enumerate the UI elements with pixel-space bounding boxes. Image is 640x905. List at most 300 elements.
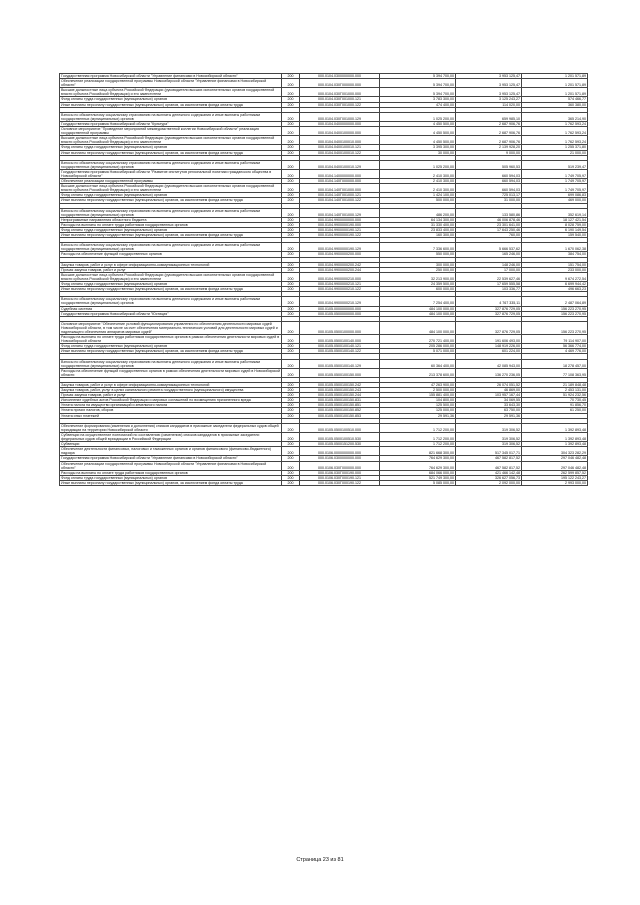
row-unexecuted-cell: 151 754,00	[522, 262, 588, 267]
row-name-cell: Уплата налога на имущество организаций и земельного налога	[60, 403, 282, 408]
row-unexecuted-cell: 519 239,47	[522, 160, 588, 169]
row-unexecuted-cell: 18 278 457,00	[522, 359, 588, 368]
row-code-cell: 000.0104.9900000210.121	[300, 282, 380, 287]
row-executed-cell: 2 092 000,00	[456, 480, 522, 485]
row-unexecuted-cell: 9 674 272,54	[522, 272, 588, 281]
row-name-cell: Иные выплаты персоналу государственных (муниципальных) органов, за исключением фонда оплаты труда	[60, 102, 282, 107]
table-row	[60, 160, 588, 169]
row-approved-cell: 155 881 400,00	[380, 393, 456, 398]
table-row	[60, 262, 588, 267]
row-approved-cell: 1 712 200,00	[380, 423, 456, 432]
row-code-cell: 000.0105.0500100140.122	[300, 349, 380, 354]
table-row	[60, 121, 588, 126]
table-row	[60, 432, 588, 441]
row-approved-cell: 484 100 000,00	[380, 306, 456, 311]
row-unexecuted-cell: 1 201 571,89	[522, 88, 588, 97]
table-row	[60, 179, 588, 184]
row-name-cell: Фонд оплаты труда государственных (муниципальных) органов	[60, 475, 282, 480]
row-name-cell: Иные выплаты персоналу государственных (муниципальных) органов, за исключением фонда оплаты труда	[60, 198, 282, 203]
row-grbs-cell: 200	[282, 287, 300, 292]
row-code-cell: 000.0104.0400100010.000	[300, 136, 380, 145]
table-row	[60, 184, 588, 193]
row-code-cell: 000.0104.9900000190.000	[300, 222, 380, 227]
row-code-cell: 000.0104.030Г001000.121	[300, 97, 380, 102]
table-row	[60, 461, 588, 470]
row-name-cell: Расходы на выплаты по оплате труда работников государственных органов	[60, 222, 282, 227]
row-approved-cell: 24 359 500,00	[380, 282, 456, 287]
row-unexecuted-cell: 2 993 000,00	[522, 480, 588, 485]
row-code-cell: 000.0104.9900000210.129	[300, 297, 380, 306]
row-grbs-cell: 200	[282, 393, 300, 398]
row-name-cell: Обеспечение реализации государственной программы	[60, 179, 282, 184]
row-executed-cell: 148 246,00	[456, 262, 522, 267]
row-unexecuted-cell: 21 000,00	[522, 150, 588, 155]
row-code-cell: 000.0104.0400100010.129	[300, 160, 380, 169]
budget-sheet	[59, 73, 587, 486]
row-name-cell: Фонд оплаты труда государственных (муниципальных) органов	[60, 228, 282, 233]
row-executed-cell: 319 306,52	[456, 442, 522, 447]
row-unexecuted-cell: 2 453 131,00	[522, 388, 588, 393]
row-unexecuted-cell: 297 046 482,48	[522, 461, 588, 470]
row-unexecuted-cell: 1 762 593,24	[522, 127, 588, 136]
row-grbs-cell: 200	[282, 368, 300, 377]
row-unexecuted-cell: 156 223 270,95	[522, 321, 588, 334]
row-grbs-cell: 200	[282, 102, 300, 107]
row-approved-cell: 47 263 900,00	[380, 383, 456, 388]
row-grbs-cell: 200	[282, 311, 300, 316]
row-code-cell: 000.0104.140Г001000.129	[300, 208, 380, 217]
row-name-cell: Высшие должностные лица субъекта Российской Федерации (руководители высших исполнительных органов государственной власти субъекта Российской Федерации) и его заместители	[60, 88, 282, 97]
row-executed-cell: 29 591,36	[456, 413, 522, 418]
row-executed-cell: 326 627 056,73	[456, 475, 522, 480]
row-code-cell: 000.0105.0500100150.000	[300, 368, 380, 377]
row-code-cell: 000.0104.140Г001000.121	[300, 193, 380, 198]
table-row	[60, 297, 588, 306]
row-unexecuted-cell: 77 108 363,95	[522, 368, 588, 377]
row-code-cell: 000.0106.030Г000190.122	[300, 480, 380, 485]
row-grbs-cell: 200	[282, 461, 300, 470]
row-unexecuted-cell: 2 487 064,89	[522, 297, 588, 306]
row-name-cell: Закупка товаров, работ и услуг в сфере информационно-коммуникационных технологий	[60, 262, 282, 267]
row-unexecuted-cell: 156 223 270,95	[522, 311, 588, 316]
row-unexecuted-cell: 6 699 944,42	[522, 282, 588, 287]
row-unexecuted-cell: 195 122 243,27	[522, 475, 588, 480]
row-approved-cell: 4 450 500,00	[380, 121, 456, 126]
row-grbs-cell: 200	[282, 217, 300, 222]
budget-table	[59, 73, 588, 486]
row-name-cell: Взносы по обязательному социальному страхованию на выплаты денежного содержания и иные выплаты работникам государственных (муниципальных) органов	[60, 208, 282, 217]
row-unexecuted-cell: 21 189 848,48	[522, 383, 588, 388]
row-unexecuted-cell: 574 466,77	[522, 97, 588, 102]
row-approved-cell: 7 254 400,00	[380, 297, 456, 306]
row-unexecuted-cell: 4 469 776,00	[522, 349, 588, 354]
row-name-cell: Взносы по обязательному социальному страхованию на выплаты денежного содержания и иные выплаты работникам государственных (муниципальных) органов	[60, 160, 282, 169]
row-approved-cell: 1 712 200,00	[380, 442, 456, 447]
row-approved-cell: 474 400,00	[380, 102, 456, 107]
row-code-cell: 000.0104.9900000190.122	[300, 233, 380, 238]
row-approved-cell: 764 629 300,00	[380, 456, 456, 461]
row-approved-cell: 213 378 600,00	[380, 368, 456, 377]
row-approved-cell: 3 395 300,00	[380, 145, 456, 150]
row-approved-cell: 300 000,00	[380, 262, 456, 267]
row-name-cell: Расходы на обеспечение функций государственных органов	[60, 252, 282, 257]
table-row	[60, 398, 588, 403]
row-unexecuted-cell: 1 749 705,97	[522, 179, 588, 184]
page-number: Страница 23 из 81	[296, 857, 344, 863]
row-executed-cell: 136 270 236,05	[456, 368, 522, 377]
row-unexecuted-cell: 1 392 893,48	[522, 442, 588, 447]
row-name-cell: Взносы по обязательному социальному страхованию на выплаты денежного содержания и иные выплаты работникам государственных (муниципальных) органов	[60, 112, 282, 121]
row-unexecuted-cell: 61 250,00	[522, 408, 588, 413]
row-unexecuted-cell: 1 392 893,48	[522, 423, 588, 432]
row-approved-cell: 2 410 300,00	[380, 184, 456, 193]
row-approved-cell: 684 066 000,00	[380, 470, 456, 475]
row-approved-cell: 23 833 400,00	[380, 228, 456, 233]
row-name-cell: Субвенции	[60, 442, 282, 447]
row-grbs-cell: 200	[282, 282, 300, 287]
row-grbs-cell: 200	[282, 432, 300, 441]
row-approved-cell: 125 500,00	[380, 403, 456, 408]
row-unexecuted-cell: 360 380,00	[522, 102, 588, 107]
table-row	[60, 349, 588, 354]
row-grbs-cell: 200	[282, 228, 300, 233]
row-approved-cell: 484 100 000,00	[380, 311, 456, 316]
row-executed-cell: 63 750,00	[456, 408, 522, 413]
row-executed-cell: 327 876 729,05	[456, 306, 522, 311]
row-executed-cell: 319 306,52	[456, 432, 522, 441]
table-row	[60, 359, 588, 368]
row-grbs-cell: 200	[282, 403, 300, 408]
row-approved-cell: 5 071 000,00	[380, 349, 456, 354]
row-name-cell: Иные выплаты персоналу государственных (муниципальных) органов, за исключением фонда оплаты труда	[60, 480, 282, 485]
row-executed-cell: 421 466 142,48	[456, 470, 522, 475]
row-unexecuted-cell: 18 127 421,54	[522, 217, 588, 222]
row-code-cell: 000.0106.0300000000.000	[300, 456, 380, 461]
row-executed-cell: 467 582 817,52	[456, 461, 522, 470]
row-unexecuted-cell: 1 762 593,24	[522, 136, 588, 145]
table-row	[60, 252, 588, 257]
row-code-cell: 000.0105.0500100510.000	[300, 423, 380, 432]
row-grbs-cell: 200	[282, 136, 300, 145]
row-unexecuted-cell: 1 392 893,48	[522, 432, 588, 441]
row-unexecuted-cell: 365 214,90	[522, 112, 588, 121]
row-code-cell: 000.0104.9900000190.121	[300, 228, 380, 233]
row-grbs-cell: 200	[282, 470, 300, 475]
row-grbs-cell: 200	[282, 306, 300, 311]
row-code-cell: 000.0104.0400100010.121	[300, 145, 380, 150]
table-row	[60, 136, 588, 145]
row-name-cell: Высшие должностные лица субъекта Российской Федерации (руководители высших исполнительных органов государственной власти субъекта Российской Федерации) и его заместители	[60, 136, 282, 145]
table-row	[60, 193, 588, 198]
row-executed-cell: 5 666 537,62	[456, 243, 522, 252]
table-row	[60, 456, 588, 461]
row-name-cell: Фонд оплаты труда государственных (муниципальных) органов	[60, 145, 282, 150]
table-row	[60, 282, 588, 287]
row-grbs-cell: 200	[282, 127, 300, 136]
row-approved-cell: 5 394 700,00	[380, 74, 456, 79]
row-approved-cell: 104 800,00	[380, 398, 456, 403]
row-grbs-cell: 200	[282, 198, 300, 203]
row-code-cell: 000.0105.0500100150.852	[300, 408, 380, 413]
row-executed-cell: 22 539 627,46	[456, 272, 522, 281]
table-row	[60, 88, 588, 97]
row-name-cell: Закупка товаров, работ и услуг в сфере информационно-коммуникационных технологий	[60, 383, 282, 388]
row-code-cell: 000.0104.140Г001000.122	[300, 198, 380, 203]
row-executed-cell: 191 606 493,00	[456, 335, 522, 344]
row-grbs-cell: 200	[282, 456, 300, 461]
row-name-cell: Уплата прочих налогов, сборов	[60, 408, 282, 413]
row-approved-cell: 2 500 000,00	[380, 388, 456, 393]
row-approved-cell: 160 300,00	[380, 233, 456, 238]
row-code-cell: 000.0105.0500100150.853	[300, 413, 380, 418]
row-approved-cell: 1 025 200,00	[380, 160, 456, 169]
row-name-cell: Высшие должностные лица субъекта Российской Федерации (руководители высших исполнительных органов государственной власти субъекта Российской Федерации) и его заместители	[60, 184, 282, 193]
row-unexecuted-cell: 262 599 857,52	[522, 470, 588, 475]
row-grbs-cell: 200	[282, 222, 300, 227]
row-executed-cell: 31 000,00	[456, 198, 522, 203]
row-name-cell: Взносы по обязательному социальному страхованию на выплаты денежного содержания и иные выплаты работникам государственных (муниципальных) органов	[60, 243, 282, 252]
row-code-cell: 000.0104.9900000200.242	[300, 262, 380, 267]
row-unexecuted-cell: 91 856,70	[522, 403, 588, 408]
table-row	[60, 243, 588, 252]
row-executed-cell: 114 020,00	[456, 102, 522, 107]
row-name-cell: Судебная система	[60, 306, 282, 311]
row-code-cell: 000.0105.0500100140.000	[300, 335, 380, 344]
row-executed-cell: 3 953 125,47	[456, 74, 522, 79]
table-row	[60, 233, 588, 238]
row-grbs-cell: 200	[282, 398, 300, 403]
table-row	[60, 311, 588, 316]
row-name-cell: Государственная программа Новосибирской области "Управление финансами в Новосибирской области"	[60, 74, 282, 79]
row-name-cell: Взносы по обязательному социальному страхованию на выплаты денежного содержания и иные выплаты работникам государственных (муниципальных) органов	[60, 297, 282, 306]
row-unexecuted-cell: 304 323 282,29	[522, 447, 588, 456]
row-executed-cell: 9 000,00	[456, 150, 522, 155]
row-executed-cell: 34 069,55	[456, 398, 522, 403]
row-executed-cell: 660 594,03	[456, 179, 522, 184]
row-grbs-cell: 200	[282, 262, 300, 267]
table-row	[60, 403, 588, 408]
row-grbs-cell: 200	[282, 193, 300, 198]
row-grbs-cell: 200	[282, 413, 300, 418]
row-unexecuted-cell: 1 670 062,38	[522, 243, 588, 252]
row-code-cell: 000.0104.9900000200.000	[300, 252, 380, 257]
row-code-cell: 000.0104.1400000000.000	[300, 169, 380, 178]
row-code-cell: 000.0105.0500100510.530	[300, 432, 380, 441]
table-row	[60, 423, 588, 432]
row-unexecuted-cell: 297 046 482,48	[522, 456, 588, 461]
row-name-cell: Расходы на обеспечение функций государственных органов в рамках обеспечения деятельности мировых судей в Новосибирской области	[61, 368, 281, 377]
table-row	[60, 208, 588, 217]
table-row	[60, 287, 588, 292]
table-row	[60, 388, 588, 393]
row-grbs-cell: 200	[282, 233, 300, 238]
row-approved-cell: 521 749 300,00	[380, 475, 456, 480]
table-row	[60, 217, 588, 222]
row-grbs-cell: 200	[282, 388, 300, 393]
row-executed-cell: 601 224,00	[456, 349, 522, 354]
row-executed-cell: 725 013,17	[456, 193, 522, 198]
row-code-cell: 000.0105.0500100150.244	[300, 393, 380, 398]
row-executed-cell: 4 767 335,11	[456, 297, 522, 306]
row-grbs-cell: 200	[282, 150, 300, 155]
row-grbs-cell: 200	[282, 297, 300, 306]
row-code-cell: 000.0104.9900000210.122	[300, 287, 380, 292]
row-approved-cell: 550 000,00	[380, 252, 456, 257]
row-name-cell: Взносы по обязательному социальному страхованию на выплаты денежного содержания и иные выплаты работникам государственных (муниципальных) органов	[60, 359, 282, 368]
row-grbs-cell: 200	[282, 408, 300, 413]
table-row	[60, 102, 588, 107]
row-approved-cell: 3 783 300,00	[380, 97, 456, 102]
row-approved-cell: 484 100 000,00	[380, 321, 456, 334]
row-code-cell: 000.0104.0400100000.000	[300, 127, 380, 136]
row-executed-cell: 133 580,86	[456, 208, 522, 217]
row-approved-cell: 64 134 300,00	[380, 217, 456, 222]
row-grbs-cell: 200	[282, 442, 300, 447]
row-grbs-cell: 200	[282, 74, 300, 79]
row-name-cell: Уплата иных платежей	[60, 413, 282, 418]
row-name-cell: Высшие должностные лица субъекта Российской Федерации (руководители высших исполнительных органов государственной власти субъекта Российской Федерации) и его заместители	[60, 272, 282, 281]
row-approved-cell: 600 000,00	[380, 287, 456, 292]
row-executed-cell: 165 246,00	[456, 252, 522, 257]
row-grbs-cell: 200	[282, 243, 300, 252]
row-code-cell: 000.0106.030Г000190.000	[300, 470, 380, 475]
row-executed-cell: 3 953 125,47	[456, 88, 522, 97]
row-code-cell: 000.0106.0000000000.000	[300, 447, 380, 456]
row-grbs-cell: 200	[282, 184, 300, 193]
row-grbs-cell: 200	[282, 344, 300, 349]
row-name-cell: Прочая закупка товаров, работ и услуг	[60, 267, 282, 272]
row-unexecuted-cell: 233 000,00	[522, 267, 588, 272]
row-unexecuted-cell: 469 000,00	[522, 198, 588, 203]
row-name-cell: Фонд оплаты труда государственных (муниципальных) органов	[60, 344, 282, 349]
row-unexecuted-cell: 699 086,83	[522, 193, 588, 198]
row-name-cell: Государственная программа Новосибирской области "Управление финансами в Новосибирской области"	[60, 456, 282, 461]
row-executed-cell: 760,00	[456, 233, 522, 238]
row-grbs-cell: 200	[282, 383, 300, 388]
row-executed-cell: 42 085 943,00	[456, 359, 522, 368]
row-grbs-cell: 200	[282, 121, 300, 126]
row-unexecuted-cell: 8 028 759,00	[522, 222, 588, 227]
row-unexecuted-cell: 1 749 705,97	[522, 169, 588, 178]
row-code-cell: 000.0104.0300000000.000	[300, 74, 380, 79]
row-grbs-cell: 200	[282, 359, 300, 368]
row-code-cell: 000.0105.0500100140.129	[300, 359, 380, 368]
row-executed-cell: 103 957 167,44	[456, 393, 522, 398]
row-name-cell: Расходы на выплаты по оплате труда работников государственных органов в рамках обеспечения деятельности мировых судей в Новосибирской области	[60, 335, 282, 344]
row-name-cell: Иные выплаты персоналу государственных (муниципальных) органов, за исключением фонда оплаты труда	[60, 150, 282, 155]
table-row	[60, 150, 588, 155]
table-row	[60, 368, 588, 377]
row-grbs-cell: 200	[282, 349, 300, 354]
row-code-cell: 000.0105.0000000000.000	[300, 306, 380, 311]
row-name-cell: Обеспечение реализации государственной программы Новосибирской области "Управление финансами в Новосибирской области"	[60, 461, 282, 470]
row-grbs-cell: 200	[282, 335, 300, 344]
row-code-cell: 000.0104.140Г000000.000	[300, 179, 380, 184]
row-unexecuted-cell: 496 663,23	[522, 287, 588, 292]
row-approved-cell: 270 721 400,00	[380, 335, 456, 344]
row-approved-cell: 2 410 300,00	[380, 169, 456, 178]
row-approved-cell: 1 424 100,00	[380, 193, 456, 198]
row-executed-cell: 26 074 051,52	[456, 383, 522, 388]
row-unexecuted-cell: 6 190 149,54	[522, 228, 588, 233]
row-approved-cell: 5 085 000,00	[380, 480, 456, 485]
row-grbs-cell: 200	[282, 475, 300, 480]
row-unexecuted-cell: 352 619,14	[522, 208, 588, 217]
row-unexecuted-cell: 1 201 571,89	[522, 74, 588, 79]
row-code-cell: 000.0106.030Г000000.000	[300, 461, 380, 470]
row-approved-cell: 205 286 000,00	[380, 344, 456, 349]
row-executed-cell: 3 125 243,27	[456, 97, 522, 102]
row-unexecuted-cell: 1 762 593,24	[522, 121, 588, 126]
row-name-cell: Основное мероприятие "Проведение мероприятий межведомственной коллегии Новосибирской области" реализация государственной программы	[60, 127, 282, 136]
row-executed-cell: 103 336,77	[456, 287, 522, 292]
row-unexecuted-cell: 1 255 371,80	[522, 145, 588, 150]
row-grbs-cell: 200	[282, 272, 300, 281]
row-grbs-cell: 200	[282, 79, 300, 88]
row-grbs-cell: 200	[282, 145, 300, 150]
row-name-cell: Обеспечение формирования (изменения и дополнения) списков кандидатов в присяжные заседатели федеральных судов общей юрисдикции на территории Новосибирской области	[60, 423, 282, 432]
row-code-cell: 000.0104.030Г001000.129	[300, 112, 380, 121]
row-approved-cell: 30 000,00	[380, 150, 456, 155]
table-row	[60, 145, 588, 150]
row-name-cell: Обеспечение деятельности финансовых, налоговых и таможенных органов и органов финансового (финансово-бюджетного) надзора	[60, 447, 282, 456]
row-executed-cell: 327 876 729,05	[456, 321, 522, 334]
table-row	[60, 475, 588, 480]
row-unexecuted-cell: 56 366 774,00	[522, 344, 588, 349]
row-name-cell: Иные выплаты персоналу государственных (муниципальных) органов, за исключением фонда оплаты труда	[60, 349, 282, 354]
row-grbs-cell: 200	[282, 88, 300, 97]
row-grbs-cell: 200	[282, 112, 300, 121]
row-executed-cell: 660 594,03	[456, 184, 522, 193]
table-row	[60, 169, 588, 178]
row-approved-cell: 486 200,00	[380, 208, 456, 217]
row-name-cell: Обеспечение реализации государственной программы Новосибирской области "Управление финансами в Новосибирской области"	[60, 79, 282, 88]
row-name-cell: Расходы на выплаты по оплате труда работников государственных органов	[60, 470, 282, 475]
table-row	[60, 272, 588, 281]
row-code-cell: 000.0104.9900000200.244	[300, 267, 380, 272]
table-row	[60, 480, 588, 485]
table-row	[60, 198, 588, 203]
row-unexecuted-cell: 1 749 705,97	[522, 184, 588, 193]
row-code-cell: 000.0105.0500100150.243	[300, 388, 380, 393]
row-approved-cell: 5 394 700,00	[380, 88, 456, 97]
budget-table-body	[60, 74, 588, 486]
row-code-cell: 000.0104.0400000000.000	[300, 121, 380, 126]
table-row	[60, 470, 588, 475]
row-executed-cell: 17 000,00	[456, 267, 522, 272]
row-grbs-cell: 200	[282, 169, 300, 178]
row-code-cell: 000.0105.0500000000.000	[300, 311, 380, 316]
row-approved-cell: 7 336 600,00	[380, 243, 456, 252]
row-executed-cell: 23 301 641,00	[456, 222, 522, 227]
row-executed-cell: 319 306,52	[456, 423, 522, 432]
row-name-cell: Прочая закупка товаров, работ и услуг	[60, 393, 282, 398]
row-unexecuted-cell: 1 201 571,89	[522, 79, 588, 88]
row-code-cell: 000.0104.030Г000000.000	[300, 79, 380, 88]
row-executed-cell: 467 582 817,52	[456, 456, 522, 461]
row-unexecuted-cell: 384 754,00	[522, 252, 588, 257]
row-grbs-cell: 200	[282, 208, 300, 217]
row-name-cell: Иные выплаты персоналу государственных (муниципальных) органов, за исключением фонда оплаты труда	[60, 287, 282, 292]
row-executed-cell: 2 687 906,76	[456, 127, 522, 136]
row-approved-cell: 764 629 300,00	[380, 461, 456, 470]
row-grbs-cell: 200	[282, 267, 300, 272]
row-executed-cell: 46 006 878,46	[456, 217, 522, 222]
row-executed-cell: 505 960,53	[456, 160, 522, 169]
table-row	[60, 79, 588, 88]
row-executed-cell: 17 643 250,46	[456, 228, 522, 233]
table-row	[60, 344, 588, 349]
